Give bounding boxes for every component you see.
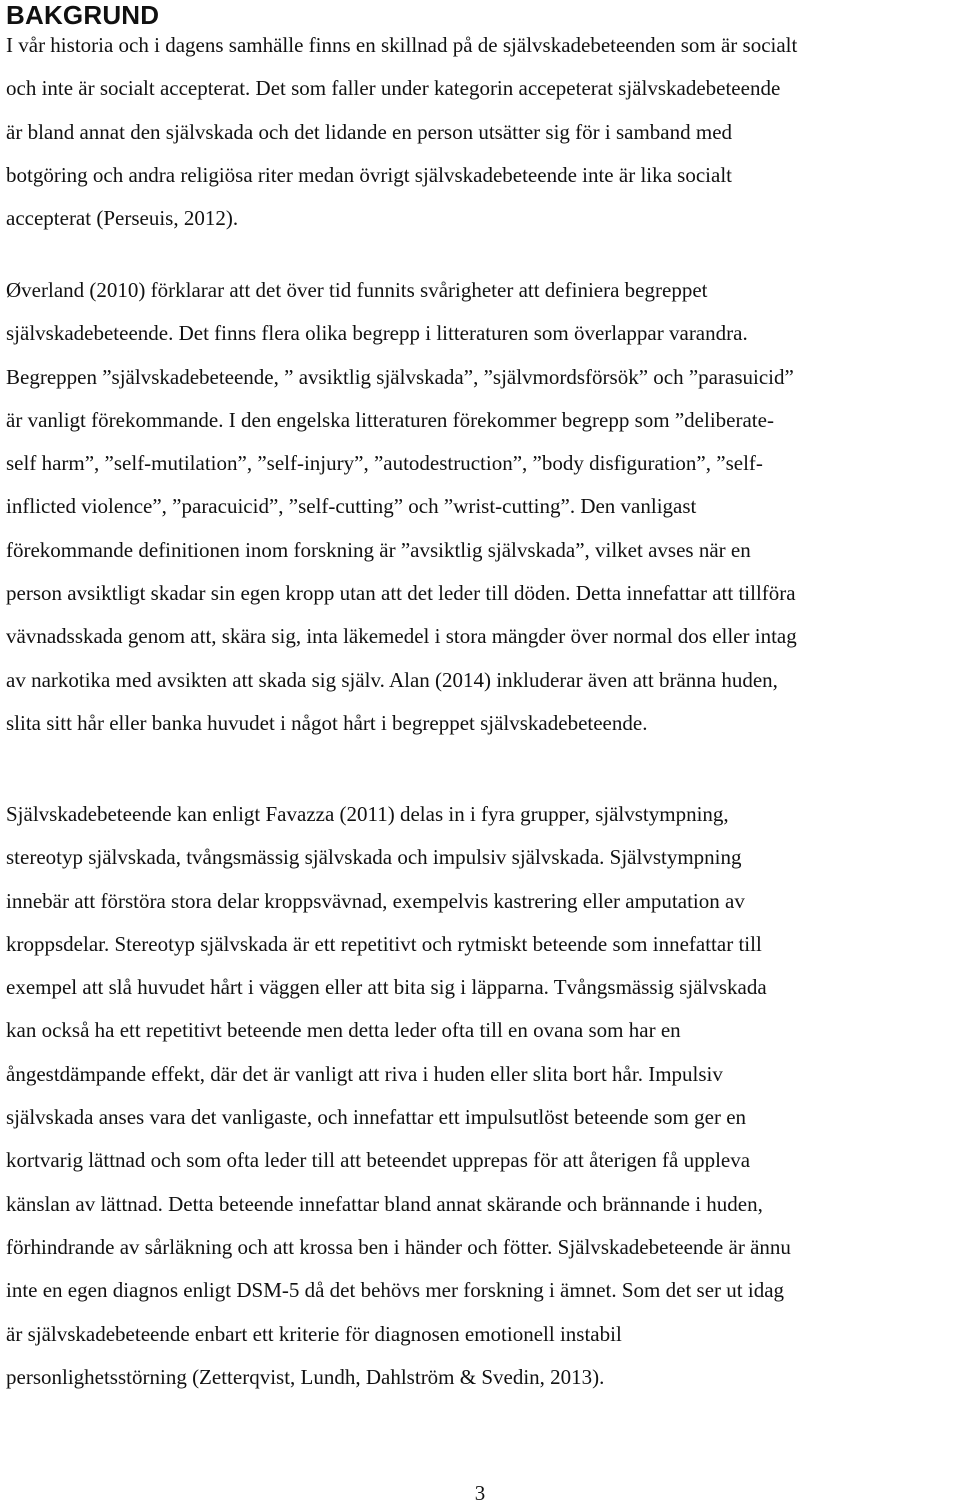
text-line: och inte är socialt accepterat. Det som faller under kategorin accepeterat självskadebeteende <box>6 76 781 101</box>
text-line: känslan av lättnad. Detta beteende innefattar bland annat skärande och brännande i huden, <box>6 1191 763 1216</box>
text-line: vävnadsskada genom att, skära sig, inta läkemedel i stora mängder över normal dos eller intag <box>6 624 797 649</box>
text-line: kortvarig lättnad och som ofta leder till att beteendet upprepas för att återigen få uppleva <box>6 1148 751 1173</box>
text-line: person avsiktligt skadar sin egen kropp utan att det leder till döden. Detta innefattar att tillföra <box>6 581 796 606</box>
text-line: inflicted violence”, ”paracuicid”, ”self-cutting” och ”wrist-cutting”. Den vanligast <box>6 494 697 519</box>
text-line: ångestdämpande effekt, där det är vanligt att riva i huden eller slita bort hår. Impulsiv <box>6 1061 723 1086</box>
page-number: 3 <box>474 1481 486 1505</box>
text-line: slita sitt hår eller banka huvudet i något hårt i begreppet självskadebeteende. <box>6 710 648 735</box>
text-line: self harm”, ”self-mutilation”, ”self-injury”, ”autodestruction”, ”body disfiguration”, ”self- <box>6 451 763 476</box>
text-line: förhindrande av sårläkning och att krossa ben i händer och fötter. Självskadebeteende är ännu <box>6 1234 791 1259</box>
paragraph-2 <box>6 269 797 745</box>
text-line: Begreppen ”självskadebeteende, ” avsiktlig självskada”, ”självmordsförsök” och ”parasuicid” <box>6 364 794 389</box>
text-line: accepterat (Perseuis, 2012). <box>6 206 239 231</box>
text-line: är självskadebeteende enbart ett kriterie för diagnosen emotionell instabil <box>6 1321 622 1346</box>
text-line: personlighetsstörning (Zetterqvist, Lundh, Dahlström & Svedin, 2013). <box>6 1364 605 1389</box>
text-line: kroppsdelar. Stereotyp självskada är ett repetitivt och rytmiskt beteende som innefattar till <box>6 931 762 956</box>
text-line: stereotyp självskada, tvångsmässig självskada och impulsiv självskada. Självstympning <box>6 845 742 870</box>
section-heading: BAKGRUND <box>6 0 160 30</box>
text-line: Øverland (2010) förklarar att det över tid funnits svårigheter att definiera begreppet <box>6 278 708 302</box>
text-line: är vanligt förekommande. I den engelska litteraturen förekommer begrepp som ”deliberate- <box>6 407 774 432</box>
text-line: innebär att förstöra stora delar kroppsvävnad, exempelvis kastrering eller amputation av <box>6 888 745 913</box>
text-line: självskada anses vara det vanligaste, och innefattar ett impulsutlöst beteende som ger en <box>6 1105 747 1130</box>
text-line: självskadebeteende. Det finns flera olika begrepp i litteraturen som överlappar varandra. <box>6 321 748 346</box>
text-line: förekommande definitionen inom forskning är ”avsiktlig självskada”, vilket avses när en <box>6 537 751 562</box>
document-page <box>6 0 954 1389</box>
text-line: exempel att slå huvudet hårt i väggen eller att bita sig i läpparna. Tvångsmässig självskada <box>6 975 767 1000</box>
text-line: I vår historia och i dagens samhälle finns en skillnad på de självskadebeteenden som är socialt <box>6 33 798 57</box>
text-line: är bland annat den självskada och det lidande en person utsätter sig för i samband med <box>6 119 733 144</box>
text-line: kan också ha ett repetitivt beteende men detta leder ofta till en ovana som har en <box>6 1018 681 1043</box>
paragraph-3 <box>6 793 791 1399</box>
paragraph-1 <box>6 24 797 240</box>
text-line: av narkotika med avsikten att skada sig själv. Alan (2014) inkluderar även att bränna huden, <box>6 667 778 692</box>
text-line: inte en egen diagnos enligt DSM-5 då det behövs mer forskning i ämnet. Som det ser ut idag <box>6 1278 785 1303</box>
text-line: Självskadebeteende kan enligt Favazza (2011) delas in i fyra grupper, självstympning, <box>6 802 729 826</box>
text-line: botgöring och andra religiösa riter medan övrigt självskadebeteende inte är lika socialt <box>6 162 732 187</box>
